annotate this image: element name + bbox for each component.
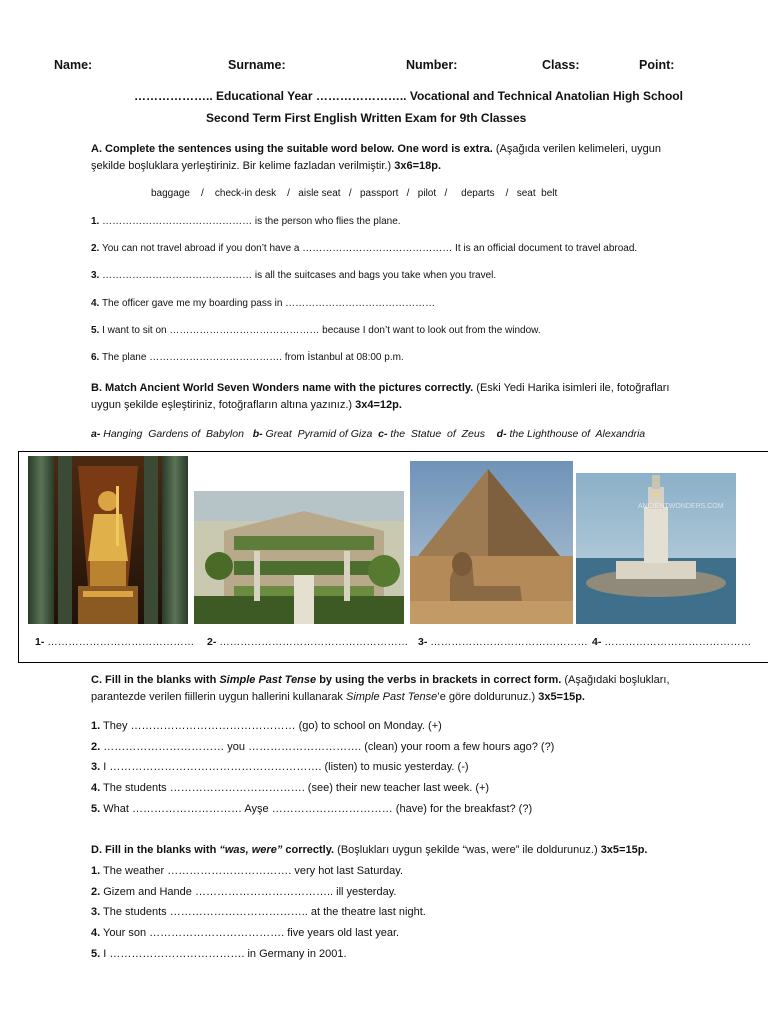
section-a-instructions [91,141,691,175]
caption-1: 1- …………………………………… [35,636,195,648]
section-a-item: 4. The officer gave me my boarding pass in ……………………………………… [91,298,436,309]
section-d-item: 1. The weather ……………………………. very hot last Saturday. [91,865,403,877]
section-d-item: 2. Gizem and Hande ……………………………….. ill yesterday. [91,886,397,898]
section-a-item: 1. ……………………………………… is the person who flies the plane. [91,216,401,227]
section-b-points: 3x4=12p. [355,399,402,411]
photo-watermark: ANCIENTWONDERS.COM [638,503,724,510]
class-label: Class: [542,58,580,72]
section-d-item: 4. Your son ………………………………. five years old last year. [91,927,400,939]
section-c-item: 1. They ……………………………………… (go) to school on Monday. (+) [91,720,442,732]
section-c-item: 3. I …………………………………………………. (listen) to music yesterday. (-) [91,761,469,773]
section-b-title: B. Match Ancient World Seven Wonders name with the pictures correctly. [91,382,474,394]
wonder-options: a- Hanging Gardens of Babylon b- Great Pyramid of Giza c- the Statue of Zeus d- the Lighthouse of Alexandria [91,428,646,440]
section-d-item: 3. The students ……………………………….. at the theatre last night. [91,906,426,918]
caption-2: 2- ……………………………………………… [207,636,409,648]
section-c-item: 4. The students ………………………………. (see) their new teacher last week. (+) [91,782,490,794]
section-a-points: 3x6=18p. [394,160,442,172]
section-c-instructions: C. Fill in the blanks with Simple Past Tense by using the verbs in brackets in correct form. (Aşağıdaki boşlukları, parantezde verilen fiillerin uygun hallerini kullanarak Simple Past Tense’e göre doldurunuz.) 3x5=15p. [91,674,670,703]
exam-title: Second Term First English Written Exam for 9th Classes [206,111,527,125]
section-a-item: 6. The plane …………………………………. from İstanbul at 08:00 p.m. [91,352,404,363]
exam-header-line1: ……………….. Educational Year ………………….. Vocational and Technical Anatolian High School [134,89,683,103]
number-label: Number: [406,58,458,72]
lighthouse-photo [576,473,736,624]
section-b-translation-1: (Eski Yedi Harika isimleri ile, fotoğrafları [476,382,670,394]
section-d-item: 5. I ………………………………. in Germany in 2001. [91,948,347,960]
section-a-item: 2. You can not travel abroad if you don’t have a ……………………………………… It is an official document to travel abroad. [91,243,638,254]
caption-4: 4- …………………………………… [592,636,752,648]
section-a-translation-2: şekilde boşluklara yerleştiriniz. Bir kelime fazladan verilmiştir.) [91,160,392,172]
statue-of-zeus-photo [28,456,188,624]
hanging-gardens-photo [194,491,404,624]
section-d-instructions: D. Fill in the blanks with “was, were” correctly. (Boşlukları uygun şekilde “was, were” ile doldurunuz.) 3x5=15p. [91,844,648,856]
caption-3: 3- ……………………………………… [418,636,588,648]
section-a-item: 3. ……………………………………… is all the suitcases and bags you take when you travel. [91,270,497,281]
section-c-item: 5. What ………………………… Ayşe …………………………… (have) for the breakfast? (?) [91,803,533,815]
point-label: Point: [639,58,675,72]
name-label: Name: [54,58,93,72]
section-a-item: 5. I want to sit on ……………………………………… because I don’t want to look out from the window. [91,325,541,336]
section-b-translation-2: uygun şekilde eşleştiriniz, fotoğrafların altına yazınız.) [91,399,353,411]
section-c-item: 2. …………………………… you …………………………. (clean) your room a few hours ago? (?) [91,741,555,753]
word-bank: baggage / check-in desk / aisle seat / passport / pilot / departs / seat belt [151,188,558,199]
section-a-title: A. Complete the sentences using the suitable word below. One word is extra. [91,143,493,155]
section-b-instructions [91,380,711,414]
pyramid-sphinx-photo [410,461,573,624]
surname-label: Surname: [228,58,286,72]
section-a-translation-1: (Aşağıda verilen kelimeleri, uygun [495,143,661,155]
